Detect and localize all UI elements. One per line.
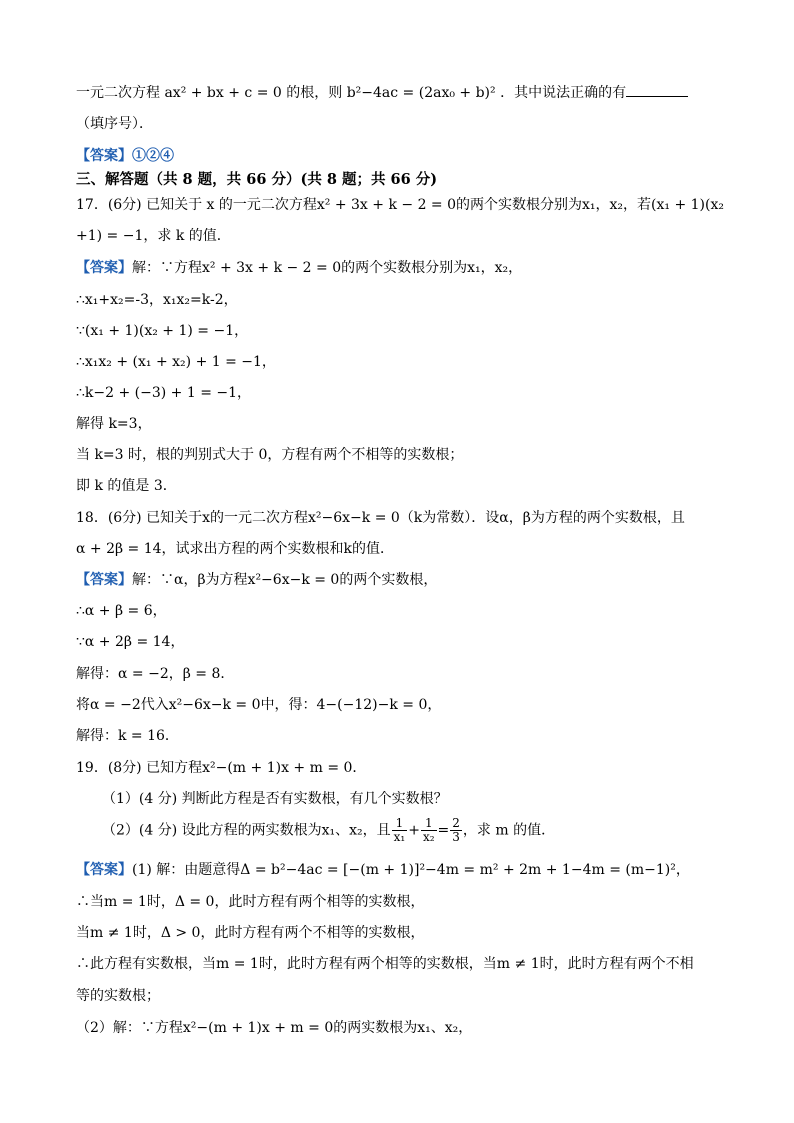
sub-question-2-text: （2）(4 分) 设此方程的两实数根为x₁、x₂，且 [102,822,391,839]
sub-question-2-tail: ，求 m 的值． [462,822,556,839]
text-line: +1) = −1，求 k 的值． [76,228,231,244]
text-line: 等的实数根； [76,988,160,1004]
text-line: 当m ≠ 1时，Δ > 0，此时方程有两个不相等的实数根， [76,925,425,941]
text-line: 将α = −2代入x²−6x−k = 0中，得：4−(−12)−k = 0， [76,697,442,713]
text-line: ∵α + 2β = 14， [76,634,185,650]
fraction-denominator: x₂ [422,830,435,844]
text-line: ∴x₁+x₂=-3，x₁x₂=k-2， [76,292,238,308]
fraction [392,817,408,844]
text-line: ∴k−2 + (−3) + 1 = −1， [76,385,252,401]
fraction-denominator: 3 [452,830,460,844]
text-line: ∴α + β = 6， [76,603,167,619]
answer-text: ①②④ [132,148,174,164]
text-line: ∴当m = 1时，Δ = 0，此时方程有两个相等的实数根， [76,894,425,910]
answer-blank [626,82,688,97]
question-18: 18．(6分) 已知关于x的一元二次方程x²−6x−k = 0（k为常数）．设α，β为方程的两个实数根，且 [76,510,685,526]
text-line: ∴此方程有实数根，当m = 1时，此时方程有两个相等的实数根，当m ≠ 1时，此时方程有两个不相 [76,956,694,972]
answer-text: (1) 解：由题意得Δ = b²−4ac = [−(m + 1)]²−4m = m² + 2m + 1−4m = (m−1)²， [132,862,690,878]
question-19: 19．(8分) 已知方程x²−(m + 1)x + m = 0． [76,760,367,776]
answer-line [76,258,522,278]
text-line: （填序号）． [76,116,153,132]
answer-label: 【答案】 [76,572,132,588]
question-17: 17．(6分) 已知关于 x 的一元二次方程x² + 3x + k − 2 = 0的两个实数根分别为x₁，x₂，若(x₁ + 1)(x₂ [76,197,724,213]
text-line: 解得 k=3， [76,416,152,432]
text-line: （2）解：∵方程x²−(m + 1)x + m = 0的两实数根为x₁、x₂， [76,1020,473,1036]
answer-text: 解：∵α，β为方程x²−6x−k = 0的两个实数根， [132,572,438,588]
text-line: 当 k=3 时，根的判别式大于 0，方程有两个不相等的实数根； [76,447,464,463]
fraction-numerator: 2 [452,816,460,830]
answer-label: 【答案】 [76,148,132,164]
answer-line [76,570,437,590]
answer-line [76,146,174,166]
section-title: 三、解答题（共 8 题，共 66 分）(共 8 题；共 66 分) [76,171,438,188]
text-line: 解得：α = −2，β = 8． [76,666,235,682]
plus-sign: + [408,822,420,839]
answer-label: 【答案】 [76,260,132,276]
text-line: α + 2β = 14，试求出方程的两个实数根和k的值． [76,541,395,557]
text-line [76,82,688,103]
fraction-numerator: 1 [392,817,408,831]
answer-label: 【答案】 [76,862,132,878]
sub-question-2 [102,817,555,844]
text-line: ∵(x₁ + 1)(x₂ + 1) = −1， [76,323,249,339]
text-line: ∴x₁x₂ + (x₁ + x₂) + 1 = −1， [76,354,276,370]
equals-sign: = [437,822,450,839]
text-line: 即 k 的值是 3． [76,478,177,494]
text-line: 解得：k = 16． [76,728,179,744]
answer-line [76,860,690,880]
fraction-denominator: x₁ [393,830,406,844]
fraction-numerator: 1 [421,817,437,831]
answer-text: 解：∵方程x² + 3x + k − 2 = 0的两个实数根分别为x₁，x₂， [132,260,523,276]
fraction [450,817,462,844]
question-16-continuation: 一元二次方程 ax² + bx + c = 0 的根，则 b²−4ac = (2ax₀ + b)² ．其中说法正确的有 [76,85,627,101]
sub-question-1: （1）(4 分) 判断此方程是否有实数根，有几个实数根？ [102,791,448,807]
fraction [421,817,437,844]
